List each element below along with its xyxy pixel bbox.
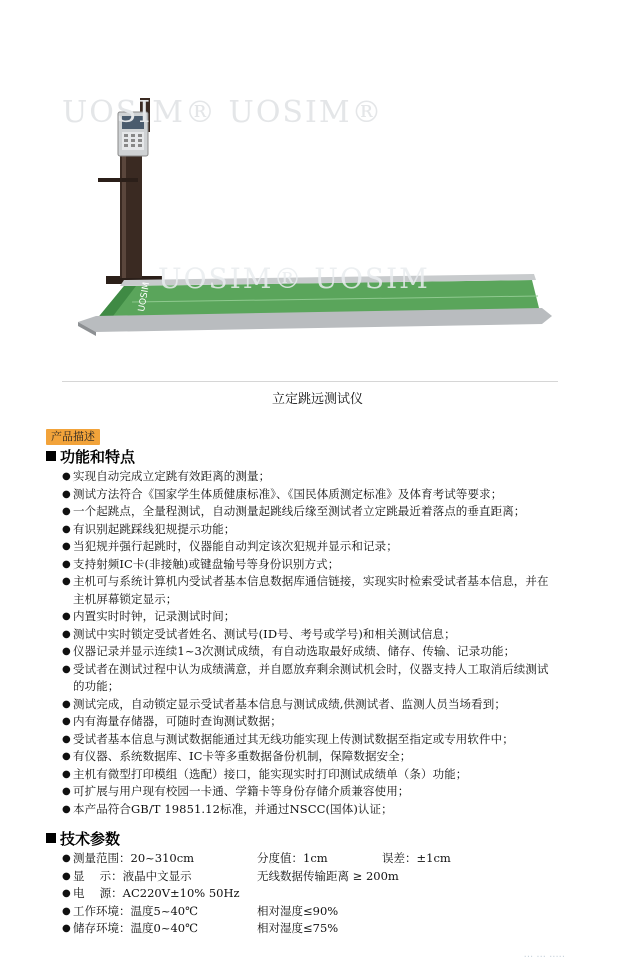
feature-item xyxy=(62,713,582,731)
feature-item xyxy=(62,556,582,574)
bullet-icon: ● xyxy=(62,541,71,552)
spec-cell: 显 示：液晶中文显示 xyxy=(73,868,192,883)
product-caption: 立定跳远测试仪 xyxy=(271,392,363,407)
square-bullet-icon xyxy=(46,451,56,461)
feature-item xyxy=(62,538,582,556)
product-photo xyxy=(62,40,558,370)
specs-heading xyxy=(46,829,120,849)
feature-item xyxy=(62,608,582,626)
spec-cell: 相对湿度≤90% xyxy=(257,903,339,918)
feature-text: 有识别起跳踩线犯规提示功能； xyxy=(73,521,236,536)
bullet-icon: ● xyxy=(62,646,71,657)
feature-item xyxy=(62,766,582,784)
jump-tester-illustration xyxy=(62,40,558,370)
bullet-icon: ● xyxy=(62,558,71,570)
feature-item xyxy=(62,801,582,819)
feature-text: 测试中实时锁定受试者姓名、测试号(ID号、考号或学号)和相关测试信息； xyxy=(73,626,456,641)
bullet-icon: ● xyxy=(62,471,71,482)
feature-text: 受试者在测试过程中认为成绩满意，并自愿放弃剩余测试机会时，仪器支持人工取消后续测试 xyxy=(73,661,549,676)
feature-text: 本产品符合GB/T 19851.12标准，并通过NSCC(国体)认证； xyxy=(73,801,393,816)
bullet-icon: ● xyxy=(62,923,71,934)
feature-text: 内置实时时钟，记录测试时间； xyxy=(73,609,236,623)
features-heading-text: 功能和特点 xyxy=(60,448,136,466)
bullet-icon: ● xyxy=(62,506,71,517)
feature-item xyxy=(62,521,582,539)
spec-cell: 储存环境：温度0~40℃ xyxy=(73,921,198,935)
spec-row xyxy=(62,850,582,868)
spec-row xyxy=(62,920,582,938)
feature-text: 当犯规并强行起跳时，仪器能自动判定该次犯规并显示和记录； xyxy=(73,539,398,553)
feature-item xyxy=(62,731,582,749)
bullet-icon: ● xyxy=(62,611,71,622)
bullet-icon: ● xyxy=(62,803,71,815)
square-bullet-icon xyxy=(46,833,56,843)
footer-watermark: ··· ··· ····· xyxy=(523,952,565,963)
spec-cell: 分度值：1cm xyxy=(257,851,328,865)
feature-item xyxy=(62,468,582,486)
features-list xyxy=(62,468,582,818)
bullet-icon: ● xyxy=(62,698,71,710)
feature-text: 支持射频IC卡(非接触)或键盘输号等身份识别方式； xyxy=(73,556,340,571)
bullet-icon: ● xyxy=(62,716,71,727)
feature-text: 主机有微型打印模组（选配）接口，能实现实时打印测试成绩单（条）功能； xyxy=(73,766,468,781)
features-heading xyxy=(46,447,135,467)
feature-item xyxy=(62,783,582,801)
bullet-icon: ● xyxy=(62,663,71,675)
feature-text: 一个起跳点，全量程测试，自动测量起跳线后缘至测试者立定跳最近着落点的垂直距离； xyxy=(73,504,526,518)
feature-text: 内有海量存储器，可随时查询测试数据； xyxy=(73,714,282,728)
bullet-icon: ● xyxy=(62,488,71,500)
watermark-top: UOSIM® UOSIM® xyxy=(62,95,384,130)
feature-item xyxy=(62,748,582,766)
section-tag: 产品描述 xyxy=(46,429,100,445)
spec-cell: 相对湿度≤75% xyxy=(257,921,339,935)
feature-text: 的功能； xyxy=(73,679,120,693)
divider xyxy=(62,381,558,382)
mat-logo: UOSIM xyxy=(137,281,153,313)
specs-heading-text: 技术参数 xyxy=(60,830,121,848)
feature-item xyxy=(62,626,582,644)
bullet-icon: ● xyxy=(62,768,71,780)
spec-row xyxy=(62,903,582,921)
spec-row xyxy=(62,885,582,903)
feature-text: 可扩展与用户现有校园一卡通、学籍卡等身份存储介质兼容使用； xyxy=(73,784,410,798)
feature-item xyxy=(62,643,582,661)
feature-text: 测试完成，自动锁定显示受试者基本信息与测试成绩,供测试者、监测人员当场看到； xyxy=(73,696,506,711)
feature-item xyxy=(62,661,582,696)
feature-text: 主机可与系统计算机内受试者基本信息数据库通信链接，实现实时检索受试者基本信息，并在 xyxy=(73,574,549,588)
bullet-icon: ● xyxy=(62,733,71,745)
feature-text: 主机屏幕锁定显示； xyxy=(73,591,178,606)
bullet-icon: ● xyxy=(62,905,71,917)
feature-text: 仪器记录并显示连续1~3次测试成绩，有自动选取最好成绩、储存、传输、记录功能； xyxy=(73,644,516,658)
feature-item xyxy=(62,696,582,714)
bullet-icon: ● xyxy=(62,628,71,640)
feature-text: 实现自动完成立定跳有效距离的测量； xyxy=(73,469,271,483)
bullet-icon: ● xyxy=(62,870,71,882)
feature-item xyxy=(62,503,582,521)
feature-item xyxy=(62,573,582,608)
bullet-icon: ● xyxy=(62,888,71,899)
spec-cell: 误差：±1cm xyxy=(382,851,451,865)
bullet-icon: ● xyxy=(62,853,71,864)
spec-cell: 工作环境：温度5~40℃ xyxy=(73,903,198,918)
specs-list xyxy=(62,850,582,938)
feature-text: 测试方法符合《国家学生体质健康标准》、《国民体质测定标准》及体育考试等要求； xyxy=(73,486,503,501)
spec-cell: 电 源：AC220V±10% 50Hz xyxy=(73,886,240,900)
bullet-icon: ● xyxy=(62,786,71,797)
bullet-icon: ● xyxy=(62,576,71,587)
spec-row xyxy=(62,868,582,886)
bullet-icon: ● xyxy=(62,523,71,535)
feature-text: 受试者基本信息与测试数据能通过其无线功能实现上传测试数据至指定或专用软件中； xyxy=(73,731,514,746)
bullet-icon: ● xyxy=(62,751,71,762)
feature-text: 有仪器、系统数据库、IC卡等多重数据备份机制，保障数据安全； xyxy=(73,749,412,763)
feature-item xyxy=(62,486,582,504)
watermark-mid: UOSIM® UOSIM xyxy=(158,262,430,295)
spec-cell: 测量范围：20~310cm xyxy=(73,851,195,865)
spec-cell: 无线数据传输距离 ≥ 200m xyxy=(257,868,399,883)
